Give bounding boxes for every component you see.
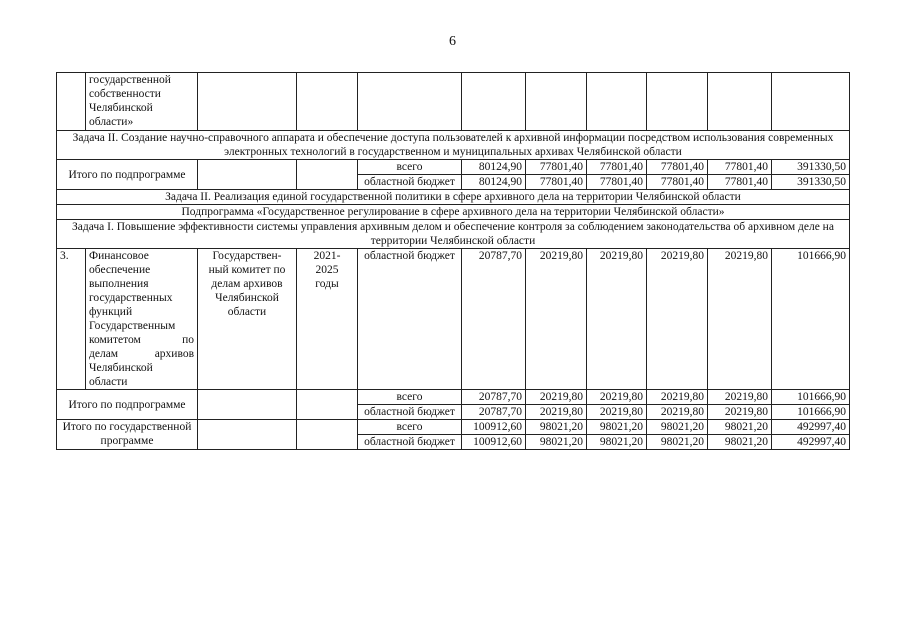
program-total-row	[57, 420, 850, 435]
value-2023: 77801,40	[587, 175, 647, 190]
task-i-heading: Задача I. Повышение эффективности системы управления архивным делом и обеспечение контроля за соблюдением законодательства об архивном деле на территории Челябинской области	[57, 220, 850, 249]
value-2024: 20219,80	[647, 405, 708, 420]
page-number: 6	[449, 34, 456, 49]
value-2022: 98021,20	[526, 420, 587, 435]
subprogram-total-row	[57, 160, 850, 175]
source-cell: всего	[358, 390, 462, 405]
task-heading-row	[57, 190, 850, 205]
value-2023: 20219,80	[587, 249, 647, 390]
source-cell: областной бюджет	[358, 175, 462, 190]
value-2021: 80124,90	[462, 175, 526, 190]
value-total: 492997,40	[772, 420, 850, 435]
value-2023: 20219,80	[587, 390, 647, 405]
source-cell: областной бюджет	[358, 435, 462, 450]
value-2021: 20787,70	[462, 249, 526, 390]
value-2025: 98021,20	[708, 420, 772, 435]
value-2021: 20787,70	[462, 390, 526, 405]
value-2022: 20219,80	[526, 405, 587, 420]
value-total: 101666,90	[772, 390, 850, 405]
item-number: 3.	[57, 249, 86, 390]
value-2022: 20219,80	[526, 249, 587, 390]
value-2024: 77801,40	[647, 160, 708, 175]
cell-empty	[57, 73, 86, 131]
source-cell: всего	[358, 420, 462, 435]
value-total: 391330,50	[772, 175, 850, 190]
value-total: 391330,50	[772, 160, 850, 175]
table-row	[57, 249, 850, 390]
value-total: 492997,40	[772, 435, 850, 450]
subprogram-total-label: Итого по подпрограмме	[57, 390, 198, 420]
task-heading-row	[57, 131, 850, 160]
task-heading-row	[57, 220, 850, 249]
item-name: Финансовое обеспечение выполнения государственных функций Государственным комитетом по делам архивов Челябинской области	[86, 249, 198, 390]
value-2021: 100912,60	[462, 435, 526, 450]
value-2024: 20219,80	[647, 390, 708, 405]
value-2025: 77801,40	[708, 175, 772, 190]
value-2022: 20219,80	[526, 390, 587, 405]
value-2022: 98021,20	[526, 435, 587, 450]
value-2025: 20219,80	[708, 405, 772, 420]
source-cell: областной бюджет	[358, 249, 462, 390]
value-2023: 98021,20	[587, 420, 647, 435]
value-2024: 77801,40	[647, 175, 708, 190]
value-2021: 20787,70	[462, 405, 526, 420]
value-2024: 20219,80	[647, 249, 708, 390]
value-2021: 80124,90	[462, 160, 526, 175]
period-cell: 2021- 2025 годы	[297, 249, 358, 390]
executor-cell: Государствен- ный комитет по делам архивов Челябинской области	[198, 249, 297, 390]
subprogram-heading: Подпрограмма «Государственное регулирование в сфере архивного дела на территории Челябинской области»	[57, 205, 850, 220]
source-cell: всего	[358, 160, 462, 175]
value-2024: 98021,20	[647, 420, 708, 435]
value-2023: 98021,20	[587, 435, 647, 450]
value-total: 101666,90	[772, 405, 850, 420]
value-2025: 20219,80	[708, 390, 772, 405]
continued-name-cell: государственной собственности Челябинской области»	[86, 73, 198, 131]
value-2022: 77801,40	[526, 175, 587, 190]
value-2025: 77801,40	[708, 160, 772, 175]
subprogram-total-label: Итого по подпрограмме	[57, 160, 198, 190]
value-2025: 98021,20	[708, 435, 772, 450]
value-2023: 20219,80	[587, 405, 647, 420]
task-ii-info-heading: Задача II. Создание научно-справочного аппарата и обеспечение доступа пользователей к архивной информации посредством использования современных электронных технологий в государственном и муниципальных архивах Челябинской области	[57, 131, 850, 160]
task-ii-policy-heading: Задача II. Реализация единой государственной политики в сфере архивного дела на территории Челябинской области	[57, 190, 850, 205]
value-2022: 77801,40	[526, 160, 587, 175]
budget-table	[56, 72, 850, 450]
value-2025: 20219,80	[708, 249, 772, 390]
value-2023: 77801,40	[587, 160, 647, 175]
program-total-label: Итого по государственной программе	[57, 420, 198, 450]
continuation-row	[57, 73, 850, 131]
source-cell: областной бюджет	[358, 405, 462, 420]
subprogram-heading-row	[57, 205, 850, 220]
value-2021: 100912,60	[462, 420, 526, 435]
value-total: 101666,90	[772, 249, 850, 390]
subprogram-total-row	[57, 390, 850, 405]
value-2024: 98021,20	[647, 435, 708, 450]
